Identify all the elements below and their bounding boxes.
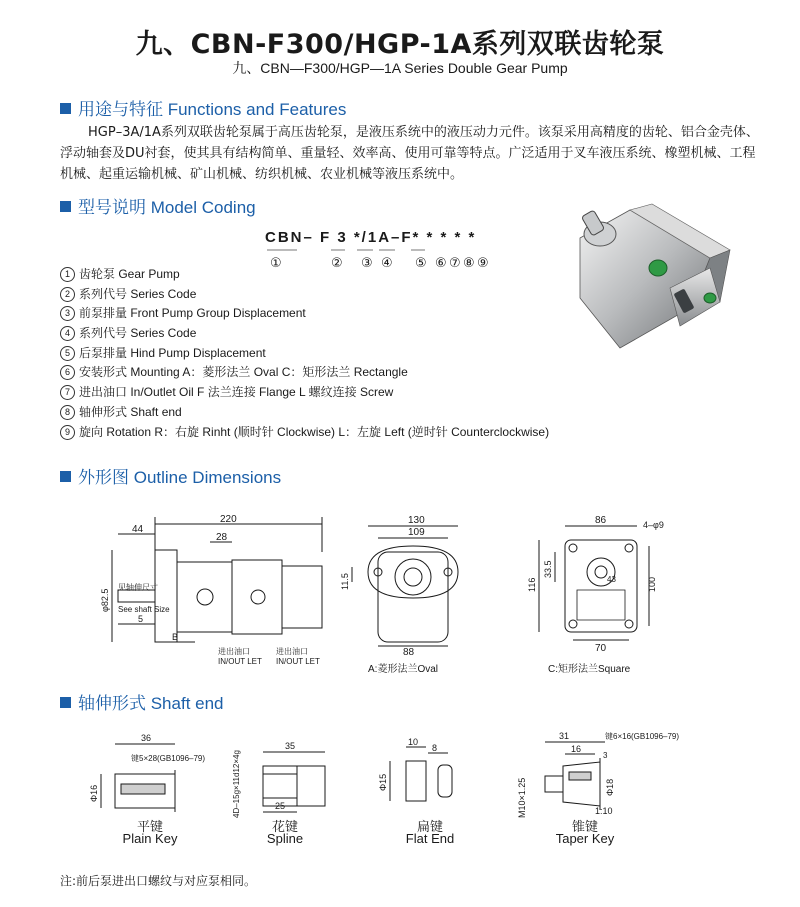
code-marker-5: ⑤ <box>415 256 427 271</box>
shaft-note-cn: 见轴伸尺寸 <box>118 583 158 592</box>
dim-35: 35 <box>285 741 296 751</box>
dim-phi15: Φ15 <box>378 773 388 791</box>
list-item: 8 轴伸形式 Shaft end <box>60 403 549 423</box>
code-marker-4: ④ <box>381 256 393 271</box>
list-item: 4 系列代号 Series Code <box>60 324 549 344</box>
square-flange-caption: C:矩形法兰Square <box>548 664 631 675</box>
dim-m10: M10×1.25 <box>517 777 527 818</box>
dim-70: 70 <box>595 643 607 654</box>
model-code: CBN– F 3 */1A–F* * * * * <box>265 229 477 246</box>
list-item: 5 后泵排量 Hind Pump Displacement <box>60 344 549 364</box>
dim-88: 88 <box>403 647 415 658</box>
dim-4-phi9: 4–φ9 <box>643 520 664 530</box>
square-bullet-icon <box>60 103 71 114</box>
taper-key-caption-cn: 锥键 <box>571 819 598 834</box>
dim-130: 130 <box>408 515 425 526</box>
list-item: 1 齿轮泵 Gear Pump <box>60 265 549 285</box>
code-marker-2: ② <box>331 256 343 271</box>
spline-spec: 4D–15g×11d12×4g <box>232 750 241 818</box>
side-view-drawing <box>100 512 340 670</box>
dim-43: 43 <box>607 575 616 584</box>
model-code-list <box>60 265 549 442</box>
dim-86: 86 <box>595 515 607 526</box>
oval-flange-drawing <box>338 512 478 658</box>
dim-44: 44 <box>132 524 144 535</box>
square-bullet-icon <box>60 697 71 708</box>
page-subtitle: 九、CBN—F300/HGP—1A Series Double Gear Pump <box>232 60 568 76</box>
section-heading-features: 用途与特征 Functions and Features <box>60 95 346 120</box>
oval-flange-caption: A:菱形法兰Oval <box>368 664 439 675</box>
dim-100: 100 <box>647 576 657 592</box>
dim-16: 16 <box>571 744 582 754</box>
dim-phi82: φ82.5 <box>100 588 110 612</box>
section-heading-shaft-end: 轴伸形式 Shaft end <box>60 689 224 714</box>
pump-product-image <box>560 198 760 358</box>
spline-drawing <box>225 730 345 820</box>
plain-key-caption-cn: 平键 <box>136 819 163 834</box>
dim-31: 31 <box>559 731 570 741</box>
list-item: 3 前泵排量 Front Pump Group Displacement <box>60 304 549 324</box>
dim-25: 25 <box>275 801 286 811</box>
dim-116: 116 <box>527 577 537 592</box>
dim-11-5: 11.5 <box>340 573 350 590</box>
code-marker-1: ① <box>270 256 282 271</box>
plain-key-spec: 键5×28(GB1096–79) <box>131 754 206 763</box>
port1-en: IN/OUT LET <box>218 657 262 666</box>
port1-cn: 进出油口 <box>218 647 250 656</box>
list-item: 2 系列代号 Series Code <box>60 285 549 305</box>
list-item: 9 旋向 Rotation R：右旋 Rinht (顺时针 Clockwise) L：左旋 Left (逆时针 Counterclockwise) <box>60 423 549 443</box>
spline-caption-cn: 花键 <box>271 819 298 834</box>
flat-end-caption-cn: 扁键 <box>416 819 443 834</box>
square-bullet-icon <box>60 201 71 212</box>
taper-key-spec: 键6×16(GB1096–79) <box>605 732 680 741</box>
plain-key-drawing <box>85 730 235 820</box>
code-marker-6: ⑥ <box>435 256 447 271</box>
section-heading-model-coding: 型号说明 Model Coding <box>60 193 256 218</box>
dim-phi18: Φ18 <box>605 778 615 796</box>
dim-36: 36 <box>141 733 152 743</box>
dim-5: 5 <box>138 614 144 624</box>
square-bullet-icon <box>60 471 71 482</box>
dim-phi16: Φ16 <box>89 784 99 802</box>
dim-33-5: 33.5 <box>543 560 553 578</box>
footer-note: 注:前后泵进出口螺纹与对应泵相同。 <box>60 874 257 888</box>
taper-ratio: 1:10 <box>595 806 613 816</box>
code-marker-8: ⑧ <box>463 256 475 271</box>
list-item: 6 安装形式 Mounting A：菱形法兰 Oval C：矩形法兰 Rectangle <box>60 363 549 383</box>
code-marker-9: ⑨ <box>477 256 489 271</box>
plain-key-caption-en: Plain Key <box>122 831 178 846</box>
shaft-note-en: See shaft Size <box>118 605 170 614</box>
page-title: 九、CBN-F300/HGP-1A系列双联齿轮泵 <box>135 29 665 60</box>
dim-3: 3 <box>603 751 608 760</box>
list-item: 7 进出油口 In/Outlet Oil F 法兰连接 Flange L 螺纹连接 Screw <box>60 383 549 403</box>
code-marker-7: ⑦ <box>449 256 461 271</box>
flat-end-caption-en: Flat End <box>405 831 455 846</box>
dim-109: 109 <box>408 527 425 538</box>
dim-10: 10 <box>408 737 419 747</box>
spline-caption-en: Spline <box>266 831 304 846</box>
code-marker-3: ③ <box>361 256 373 271</box>
dim-220: 220 <box>220 514 237 525</box>
port2-en: IN/OUT LET <box>276 657 320 666</box>
section-heading-outline: 外形图 Outline Dimensions <box>60 463 281 488</box>
flat-end-drawing <box>372 735 472 815</box>
model-code-underlines <box>265 248 505 254</box>
dim-b: B <box>172 632 179 642</box>
features-paragraph: HGP–3A/1A系列双联齿轮泵属于高压齿轮泵，是液压系统中的液压动力元件。该泵采用高精度的齿轮、铝合金壳体、浮动轴套及DU衬套，使其具有结构简单、重量轻、效率高、使用可靠等特点。广泛适用于叉车液压系统、橡塑机械、工程机械、起重运输机械、矿山机械、纺织机械、农业机械等液压系统中。 <box>60 125 759 182</box>
port2-cn: 进出油口 <box>276 647 308 656</box>
square-flange-drawing <box>515 512 685 658</box>
taper-key-caption-en: Taper Key <box>555 831 615 846</box>
taper-key-drawing <box>505 728 705 820</box>
dim-28: 28 <box>216 532 228 543</box>
dim-8: 8 <box>432 743 438 753</box>
